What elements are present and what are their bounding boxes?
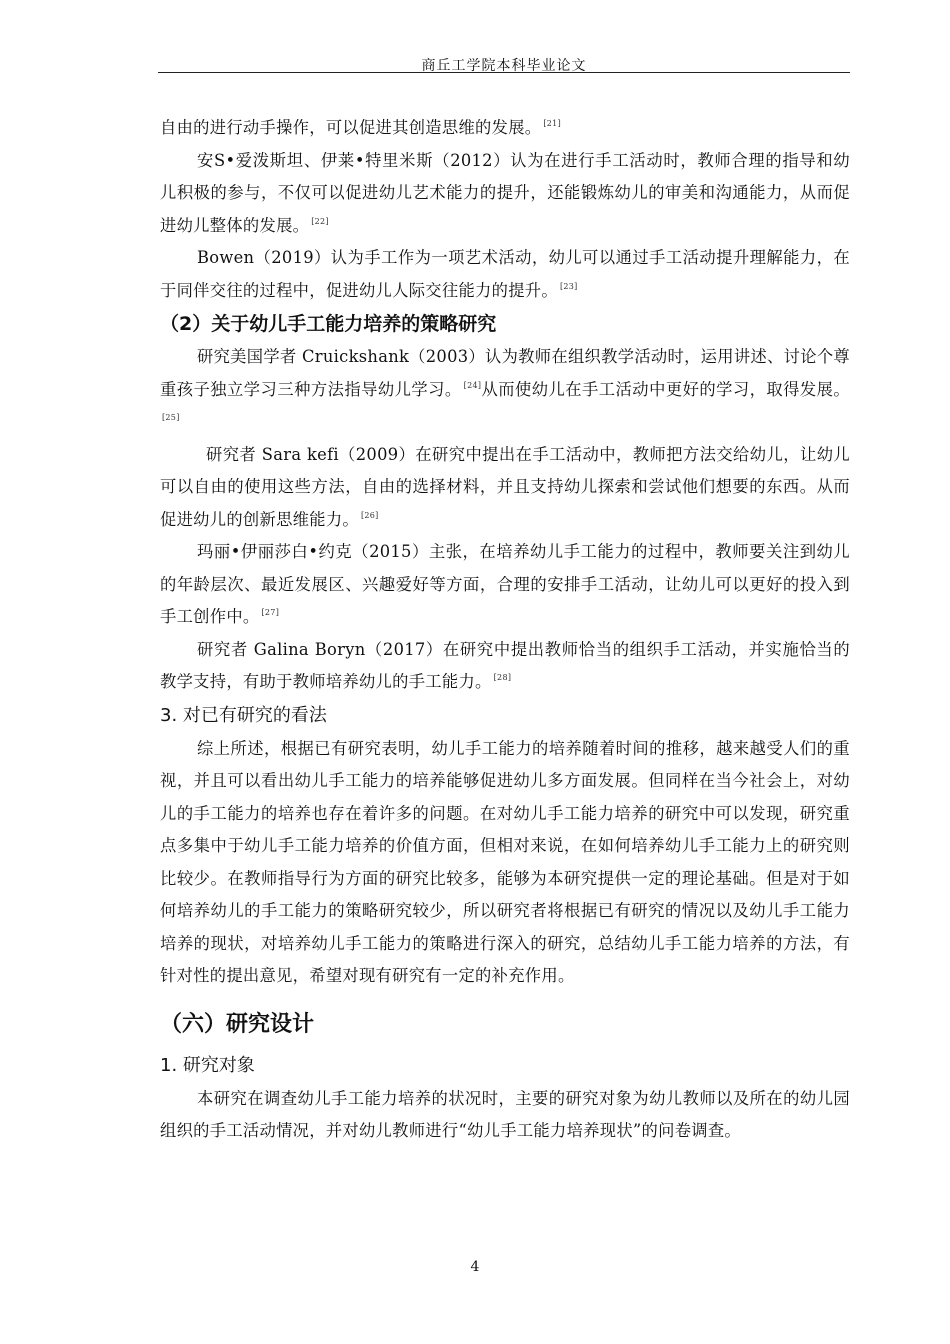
- paragraph: 安S•爱泼斯坦、伊莱•特里米斯（2012）认为在进行手工活动时，教师合理的指导和幼儿积极的参与，不仅可以促进幼儿艺术能力的提升，还能锻炼幼儿的审美和沟通能力，从而促进幼儿整体的发展。 [22]: [160, 150, 850, 235]
- paragraph: 研究美国学者 Cruickshank（2003）认为教师在组织教学活动时，运用讲述、讨论个尊重孩子独立学习三种方法指导幼儿学习。 [24]从而使幼儿在手工活动中更好的学习，取得发展。[25]: [160, 347, 850, 422]
- citation: [24]: [463, 380, 482, 390]
- paragraph: 综上所述，根据已有研究表明，幼儿手工能力的培养随着时间的推移，越来越受人们的重视，并且可以看出幼儿手工能力的培养能够促进幼儿多方面发展。但同样在当今社会上，对幼儿的手工能力的培养也存在着许多的问题。在对幼儿手工能力培养的研究中可以发现，研究重点多集中于幼儿手工能力培养的价值方面，但相对来说，在如何培养幼儿手工能力上的研究则比较少。在教师指导行为方面的研究比较多，能够为本研究提供一定的理论基础。但是对于如何培养幼儿的手工能力的策略研究较少，所以研究者将根据已有研究的情况以及幼儿手工能力培养的现状，对培养幼儿手工能力的策略进行深入的研究，总结幼儿手工能力培养的方法，有针对性的提出意见，希望对现有研究有一定的补充作用。: [160, 738, 850, 985]
- paragraph: Bowen（2019）认为手工作为一项艺术活动，幼儿可以通过手工活动提升理解能力，在于同伴交往的过程中，促进幼儿人际交往能力的提升。 [23]: [160, 248, 850, 300]
- citation: [23]: [559, 281, 578, 291]
- citation: [22]: [311, 216, 329, 226]
- citation: [25]: [162, 413, 180, 422]
- section-heading: （六）研究设计: [160, 1011, 315, 1037]
- paragraph-continuation: 自由的进行动手操作，可以促进其创造思维的发展。 [21]: [160, 118, 561, 137]
- citation: [21]: [543, 119, 561, 128]
- paragraph: 玛丽•伊丽莎白•约克（2015）主张，在培养幼儿手工能力的过程中，教师要关注到幼儿的年龄层次、最近发展区、兴趣爱好等方面，合理的安排手工活动，让幼儿可以更好的投入到手工创作中。 [27]: [160, 542, 850, 626]
- page-number: 4: [470, 1259, 480, 1275]
- subsection-heading: 3. 对已有研究的看法: [160, 704, 327, 726]
- running-header: 商丘工学院本科毕业论文: [421, 58, 587, 74]
- paragraph: 研究者 Galina Boryn（2017）在研究中提出教师恰当的组织手工活动，并实施恰当的教学支持，有助于教师培养幼儿的手工能力。 [28]: [160, 639, 850, 691]
- citation: [26]: [360, 510, 379, 520]
- document-body: [160, 112, 850, 1148]
- paragraph: 研究者 Sara kefi（2009）在研究中提出在手工活动中，教师把方法交给幼儿，让幼儿可以自由的使用这些方法，自由的选择材料，并且支持幼儿探索和尝试他们想要的东西。从而促进幼儿的创新思维能力。 [26]: [160, 444, 850, 529]
- paragraph: 本研究在调查幼儿手工能力培养的状况时，主要的研究对象为幼儿教师以及所在的幼儿园组织的手工活动情况，并对幼儿教师进行“幼儿手工能力培养现状”的问卷调查。: [160, 1088, 850, 1140]
- header-divider: [158, 72, 850, 73]
- subsection-heading: 1. 研究对象: [160, 1054, 255, 1076]
- citation: [27]: [261, 608, 280, 617]
- citation: [28]: [493, 673, 512, 682]
- subsection-heading: （2）关于幼儿手工能力培养的策略研究: [160, 313, 497, 335]
